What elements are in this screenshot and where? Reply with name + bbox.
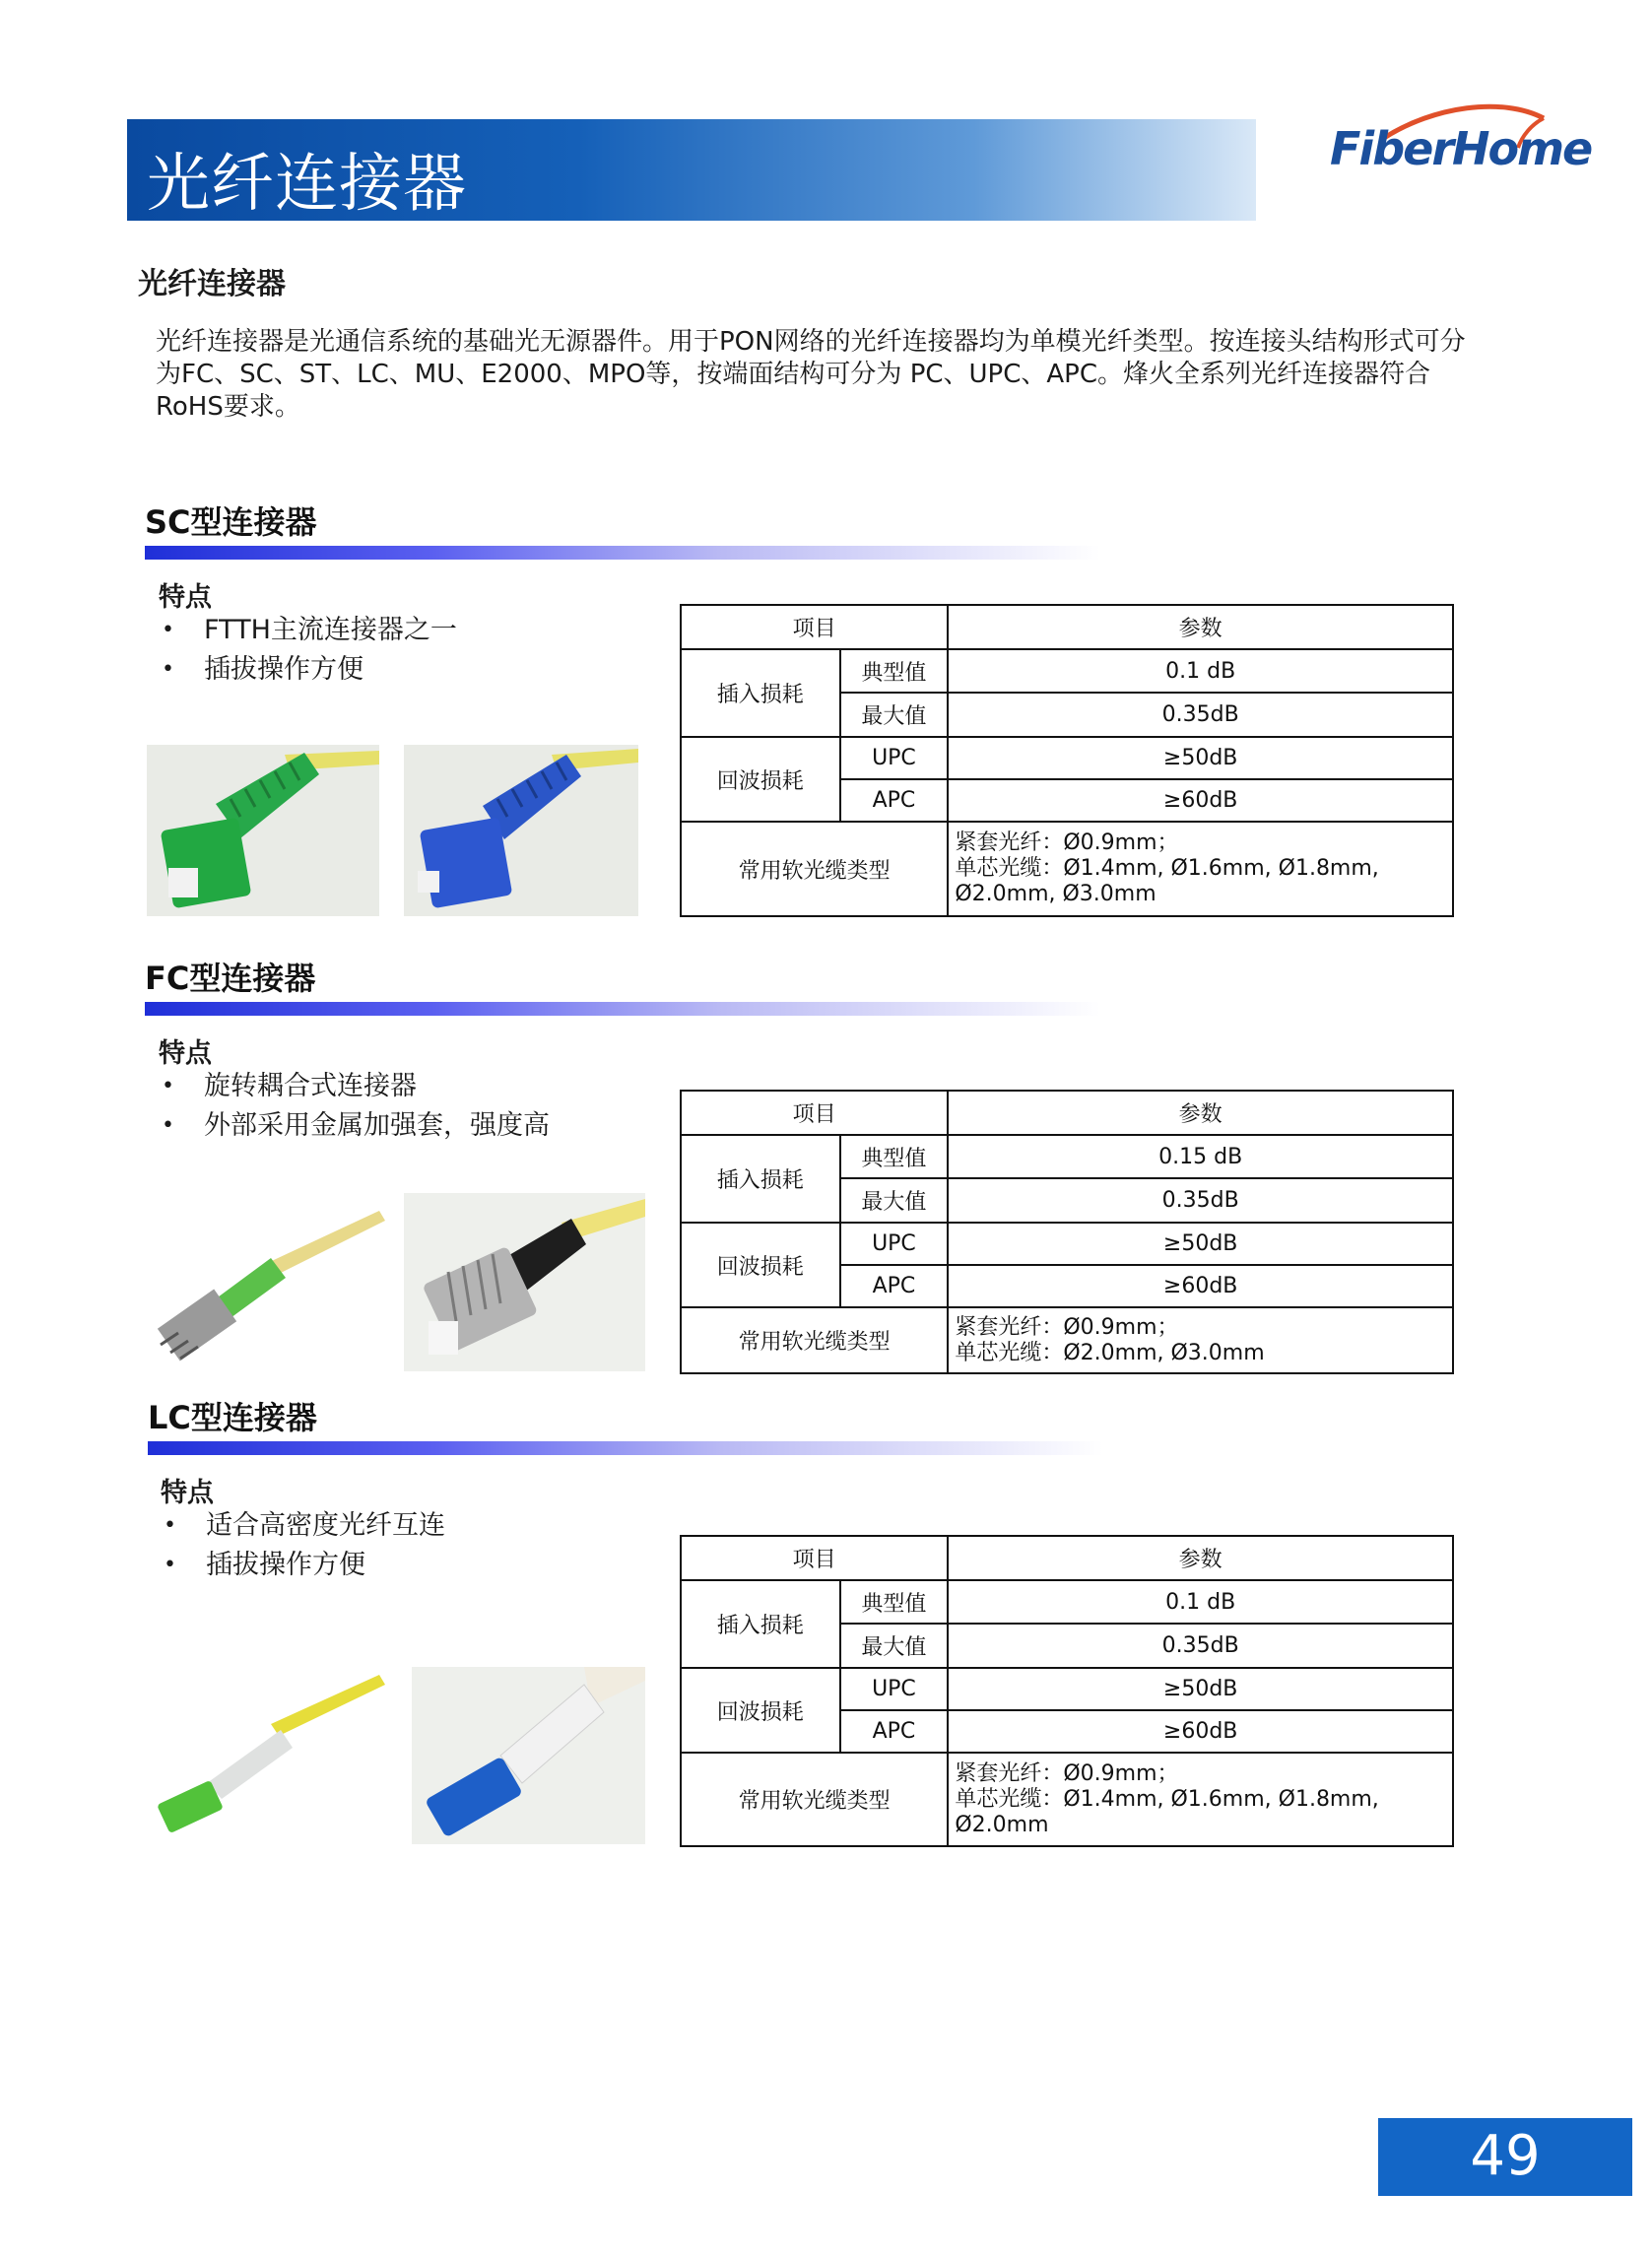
insertion-loss-label: 插入损耗 — [681, 1135, 840, 1223]
fc-apc-connector-photo — [153, 1207, 385, 1364]
sc-apc-connector-photo — [147, 745, 379, 916]
spec-table-lc — [680, 1535, 1454, 1847]
features-list — [160, 1506, 445, 1585]
cable-type-label: 常用软光缆类型 — [681, 1753, 948, 1846]
max-label: 最大值 — [840, 1624, 949, 1668]
lc-upc-connector-photo — [412, 1667, 645, 1844]
brand-name: FiberHome — [1330, 122, 1592, 175]
brand-logo — [1325, 97, 1592, 195]
apc-value: ≥60dB — [948, 1710, 1453, 1753]
cable-line: 单芯光缆：Ø1.4mm, Ø1.6mm, Ø1.8mm, — [955, 1786, 1379, 1812]
apc-label: APC — [840, 779, 949, 822]
return-loss-label: 回波损耗 — [681, 1223, 840, 1307]
intro-text: 光纤连接器是光通信系统的基础光无源器件。用于PON网络的光纤连接器均为单模光纤类型。按连接头结构形式可分为FC、SC、ST、LC、MU、E2000、MPO等，按端面结构可分为 PC、UPC、APC。烽火全系列光纤连接器符合RoHS要求。 — [156, 327, 1466, 422]
head-item: 项目 — [681, 1091, 948, 1135]
typical-label: 典型值 — [840, 1580, 949, 1624]
head-item: 项目 — [681, 605, 948, 649]
max-label: 最大值 — [840, 693, 949, 737]
apc-label: APC — [840, 1710, 949, 1753]
max-label: 最大值 — [840, 1178, 949, 1223]
cable-line: 紧套光纤：Ø0.9mm； — [955, 1760, 1179, 1786]
typical-label: 典型值 — [840, 1135, 949, 1178]
lc-apc-connector-photo — [153, 1675, 385, 1842]
cable-line: 紧套光纤：Ø0.9mm； — [955, 1314, 1179, 1340]
upc-value: ≥50dB — [948, 1223, 1453, 1265]
head-param: 参数 — [948, 1536, 1453, 1580]
spec-table-fc — [680, 1090, 1454, 1374]
max-value: 0.35dB — [948, 1178, 1453, 1223]
upc-value: ≥50dB — [948, 737, 1453, 779]
list-item: • 旋转耦合式连接器 — [158, 1067, 550, 1106]
typical-label: 典型值 — [840, 649, 949, 693]
return-loss-label: 回波损耗 — [681, 1668, 840, 1753]
cable-type-label: 常用软光缆类型 — [681, 1307, 948, 1373]
page-number-box — [1378, 2118, 1632, 2196]
head-param: 参数 — [948, 605, 1453, 649]
apc-value: ≥60dB — [948, 779, 1453, 822]
cable-line: Ø2.0mm, Ø3.0mm — [955, 882, 1156, 906]
cable-line: 单芯光缆：Ø1.4mm, Ø1.6mm, Ø1.8mm, — [955, 856, 1379, 881]
insertion-loss-label: 插入损耗 — [681, 1580, 840, 1668]
features-title: 特点 — [159, 1038, 212, 1069]
cable-type-value — [948, 1753, 1453, 1846]
cable-line: 单芯光缆：Ø2.0mm, Ø3.0mm — [955, 1340, 1265, 1365]
apc-label: APC — [840, 1265, 949, 1307]
list-item: • 外部采用金属加强套，强度高 — [158, 1106, 550, 1146]
features-list — [158, 1067, 550, 1146]
sc-upc-connector-photo — [404, 745, 638, 916]
typical-value: 0.1 dB — [948, 1580, 1453, 1624]
features-title: 特点 — [161, 1478, 214, 1508]
list-item: • 插拔操作方便 — [158, 650, 457, 690]
apc-value: ≥60dB — [948, 1265, 1453, 1307]
head-param: 参数 — [948, 1091, 1453, 1135]
cable-line: Ø2.0mm — [955, 1812, 1049, 1837]
cable-line: 紧套光纤：Ø0.9mm； — [955, 830, 1179, 855]
fc-upc-connector-photo — [404, 1193, 645, 1371]
section-title-lc: LC型连接器 — [148, 1399, 317, 1436]
spec-table-sc — [680, 604, 1454, 917]
section-divider — [148, 1441, 1103, 1455]
typical-value: 0.15 dB — [948, 1135, 1453, 1178]
section-divider — [145, 1002, 1100, 1016]
max-value: 0.35dB — [948, 693, 1453, 737]
upc-value: ≥50dB — [948, 1668, 1453, 1710]
cable-type-value — [948, 1307, 1453, 1373]
upc-label: UPC — [840, 1668, 949, 1710]
section-title-fc: FC型连接器 — [145, 960, 316, 997]
cable-type-label: 常用软光缆类型 — [681, 822, 948, 916]
typical-value: 0.1 dB — [948, 649, 1453, 693]
intro-title: 光纤连接器 — [138, 267, 286, 301]
section-title-sc: SC型连接器 — [145, 503, 317, 541]
list-item: • 适合高密度光纤互连 — [160, 1506, 445, 1546]
section-divider — [145, 546, 1100, 560]
head-item: 项目 — [681, 1536, 948, 1580]
banner-title: 光纤连接器 — [147, 148, 467, 221]
cable-type-value — [948, 822, 1453, 916]
page-number: 49 — [1470, 2124, 1541, 2188]
upc-label: UPC — [840, 1223, 949, 1265]
features-title: 特点 — [159, 582, 212, 613]
list-item: • 插拔操作方便 — [160, 1546, 445, 1585]
features-list — [158, 611, 457, 690]
insertion-loss-label: 插入损耗 — [681, 649, 840, 737]
header-banner — [127, 119, 1256, 221]
list-item: • FTTH主流连接器之一 — [158, 611, 457, 650]
upc-label: UPC — [840, 737, 949, 779]
max-value: 0.35dB — [948, 1624, 1453, 1668]
return-loss-label: 回波损耗 — [681, 737, 840, 822]
